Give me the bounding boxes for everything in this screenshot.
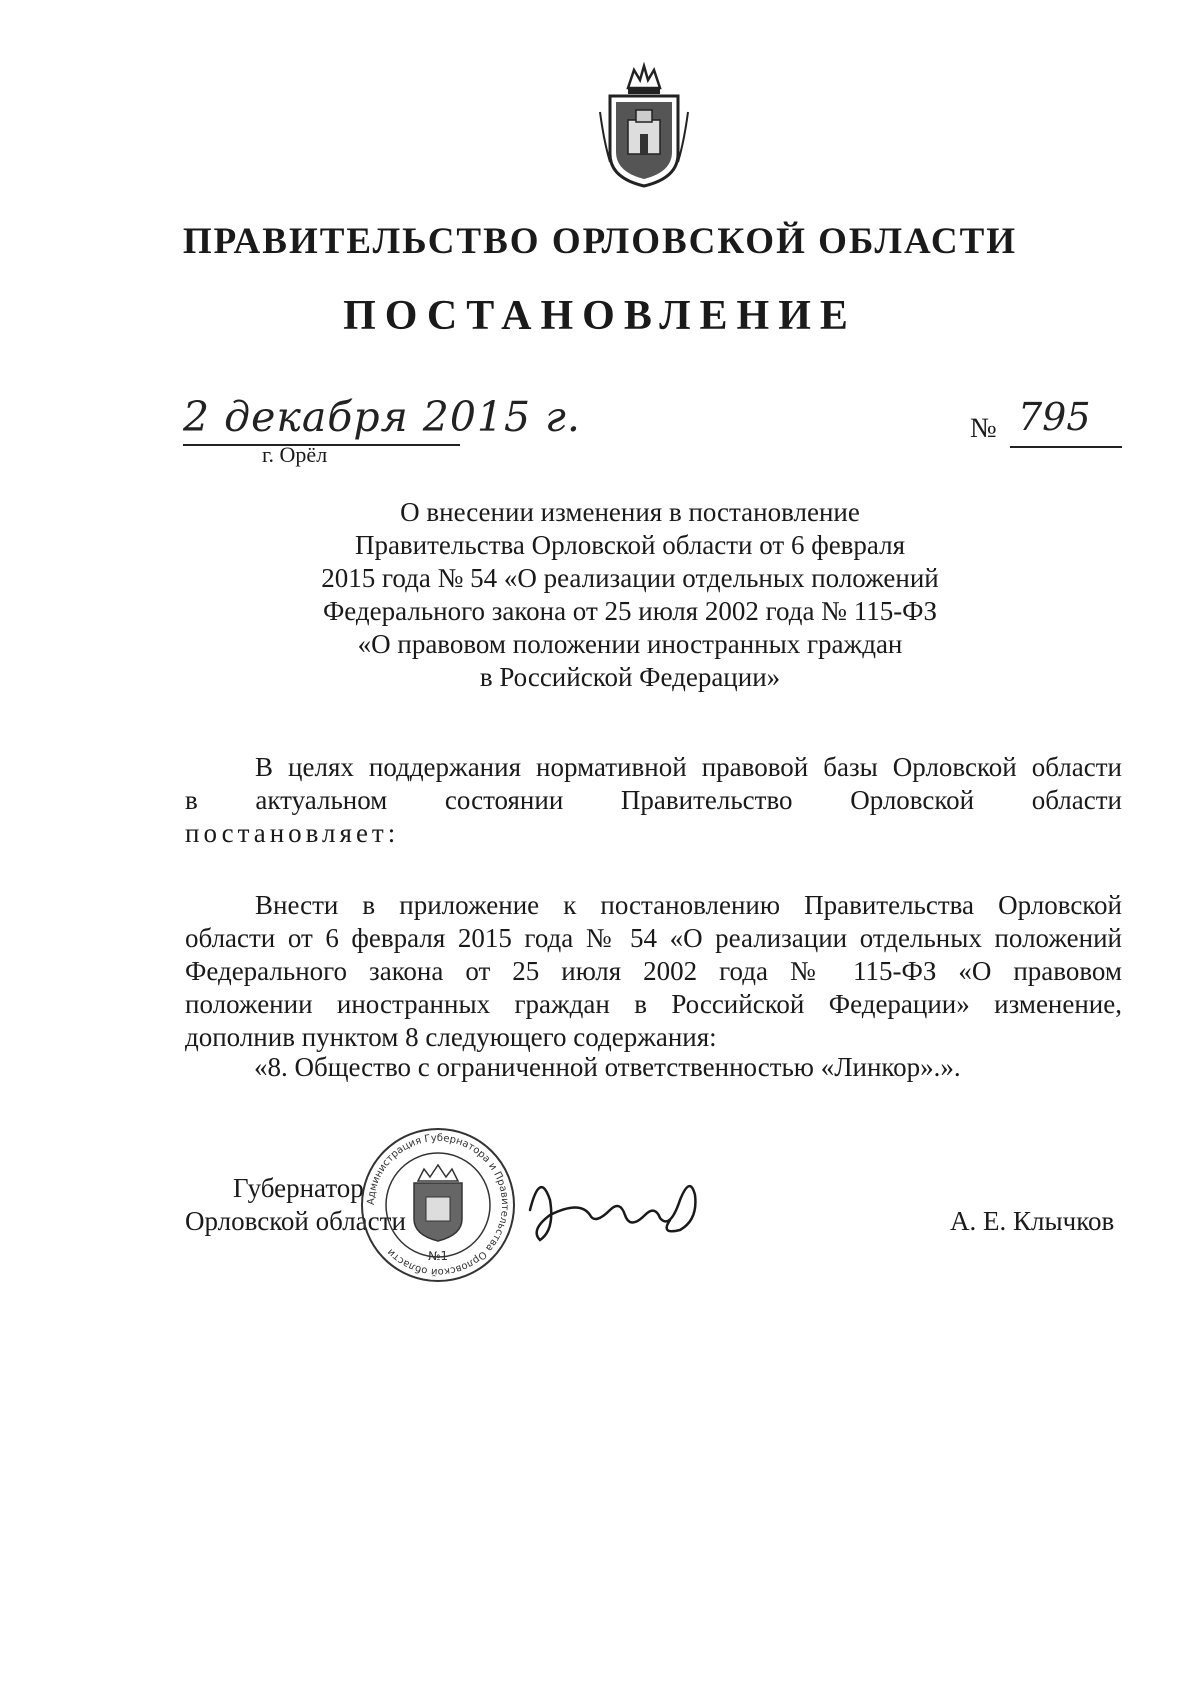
paragraph-line: дополнив пунктом 8 следующего содержания: bbox=[185, 1022, 717, 1052]
title-line: О внесении изменения в постановление bbox=[400, 497, 860, 527]
title-line: в Российской Федерации» bbox=[479, 662, 781, 692]
title-line: Федерального закона от 25 июля 2002 года № 115-ФЗ bbox=[322, 596, 938, 626]
resolution-paragraph bbox=[185, 889, 1122, 1054]
paragraph-line: положении иностранных граждан в Российской Федерации» изменение, bbox=[185, 989, 1122, 1019]
number-sign: № bbox=[970, 413, 997, 444]
city-label: г. Орёл bbox=[262, 442, 328, 467]
document-type-heading: ПОСТАНОВЛЕНИЕ bbox=[343, 293, 857, 339]
number-handwritten: 795 bbox=[1018, 395, 1091, 439]
preamble-paragraph bbox=[185, 751, 1122, 850]
seal-number: №1 bbox=[427, 1249, 449, 1263]
signatory-title: Губернатор bbox=[233, 1173, 364, 1203]
title-line: 2015 года № 54 «О реализации отдельных положений bbox=[321, 563, 939, 593]
paragraph-line: в актуальном состоянии Правительство Орловской области bbox=[185, 785, 1122, 815]
paragraph-line: Федерального закона от 25 июля 2002 года № 115-ФЗ «О правовом bbox=[185, 956, 1122, 986]
item-8: «8. Общество с ограниченной ответственностью «Линкор».». bbox=[254, 1052, 961, 1082]
date-handwritten: 2 декабря 2015 г. bbox=[183, 393, 581, 441]
signatory-name: А. Е. Клычков bbox=[950, 1206, 1115, 1236]
handwritten-signature-icon bbox=[520, 1160, 710, 1250]
document-title bbox=[280, 496, 980, 694]
signatory-title-line2: Орловской области bbox=[185, 1206, 406, 1236]
title-line: Правительства Орловской области от 6 февраля bbox=[354, 530, 906, 560]
seal-ring-text: Администрация Губернатора и Правительства Орловской области bbox=[365, 1132, 511, 1278]
title-line: «О правовом положении иностранных граждан bbox=[357, 629, 903, 659]
number-underline bbox=[1010, 446, 1122, 448]
paragraph-line: В целях поддержания нормативной правовой базы Орловской области bbox=[255, 752, 1122, 782]
paragraph-line: области от 6 февраля 2015 года № 54 «О реализации отдельных положений bbox=[185, 923, 1122, 953]
official-seal-icon bbox=[358, 1125, 518, 1285]
government-heading: ПРАВИТЕЛЬСТВО ОРЛОВСКОЙ ОБЛАСТИ bbox=[182, 221, 1018, 262]
coat-of-arms-icon bbox=[598, 62, 690, 190]
paragraph-line: постановляет: bbox=[185, 818, 400, 848]
paragraph-line: Внести в приложение к постановлению Правительства Орловской bbox=[255, 890, 1122, 920]
